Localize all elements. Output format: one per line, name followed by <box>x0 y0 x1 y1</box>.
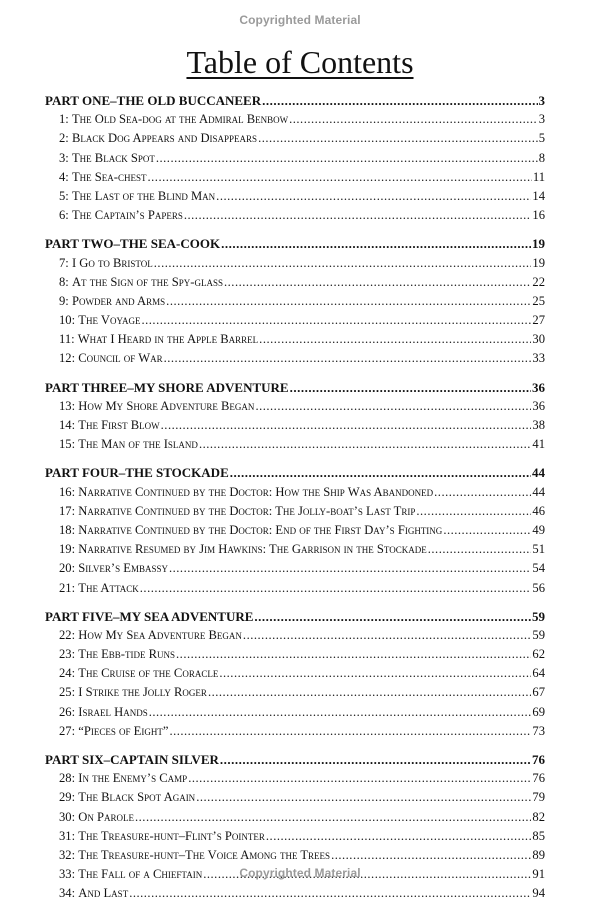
leader-dots <box>156 149 538 168</box>
chapter-entry[interactable] <box>45 397 545 416</box>
leader-dots <box>169 559 531 578</box>
chapter-entry[interactable] <box>45 168 545 187</box>
part-heading[interactable] <box>45 750 545 769</box>
chapter-title: The Treasure-hunt–The Voice Among the Trees <box>78 847 331 862</box>
chapter-number: 32: <box>59 847 76 862</box>
page-number: 33 <box>532 351 545 366</box>
chapter-entry[interactable] <box>45 722 545 741</box>
part-heading[interactable] <box>45 378 545 397</box>
page-number: 79 <box>532 790 545 805</box>
leader-dots <box>140 579 532 598</box>
chapter-number: 6: <box>59 208 69 223</box>
chapter-entry[interactable] <box>45 110 545 129</box>
leader-dots <box>208 683 531 702</box>
leader-dots <box>149 703 532 722</box>
chapter-title: Powder and Arms <box>71 293 166 308</box>
leader-dots <box>176 645 531 664</box>
chapter-entry[interactable] <box>45 808 545 827</box>
page-number: 54 <box>532 561 545 576</box>
page-number: 73 <box>532 723 545 738</box>
chapter-entry[interactable] <box>45 502 545 521</box>
chapter-number: 11: <box>59 332 75 347</box>
leader-dots <box>221 234 531 253</box>
chapter-entry[interactable] <box>45 292 545 311</box>
chapter-entry[interactable] <box>45 435 545 454</box>
page-number: 16 <box>532 208 545 223</box>
part-title: PART SIX–CAPTAIN SILVER <box>45 752 219 767</box>
chapter-title: The Old Sea-dog at the Admiral Benbow <box>71 112 289 127</box>
chapter-number: 10: <box>59 313 76 328</box>
chapter-entry[interactable] <box>45 664 545 683</box>
chapter-number: 2: <box>59 131 69 146</box>
leader-dots <box>219 664 531 683</box>
part-title: PART ONE–THE OLD BUCCANEER <box>45 93 262 108</box>
chapter-number: 3: <box>59 150 69 165</box>
leader-dots <box>135 808 531 827</box>
chapter-number: 8: <box>59 274 69 289</box>
chapter-entry[interactable] <box>45 273 545 292</box>
leader-dots <box>161 416 532 435</box>
chapter-title: The Attack <box>78 580 139 595</box>
chapter-number: 19: <box>59 542 76 557</box>
leader-dots <box>443 521 531 540</box>
chapter-entry[interactable] <box>45 521 545 540</box>
chapter-entry[interactable] <box>45 884 545 903</box>
leader-dots <box>148 168 532 187</box>
page-number: 94 <box>532 886 545 901</box>
page-number: 46 <box>532 503 545 518</box>
page-number: 19 <box>532 255 545 270</box>
chapter-title: How My Shore Adventure Began <box>78 398 255 413</box>
chapter-number: 9: <box>59 293 69 308</box>
page-number: 51 <box>532 542 545 557</box>
chapter-entry[interactable] <box>45 827 545 846</box>
leader-dots <box>258 129 538 148</box>
page-number: 5 <box>538 131 545 146</box>
chapter-entry[interactable] <box>45 206 545 225</box>
chapter-number: 29: <box>59 790 76 805</box>
watermark-top: Copyrighted Material <box>239 13 361 27</box>
chapter-title: I Strike the Jolly Roger <box>78 685 207 700</box>
leader-dots <box>188 769 531 788</box>
leader-dots <box>289 110 538 129</box>
chapter-entry[interactable] <box>45 788 545 807</box>
part-heading[interactable] <box>45 463 545 482</box>
part-section <box>45 607 545 741</box>
leader-dots <box>184 206 532 225</box>
leader-dots <box>129 884 531 903</box>
chapter-entry[interactable] <box>45 129 545 148</box>
chapter-title: The Sea-chest <box>71 169 147 184</box>
chapter-title: The Black Spot <box>71 150 155 165</box>
chapter-number: 27: <box>59 723 76 738</box>
part-section <box>45 378 545 455</box>
chapter-entry[interactable] <box>45 349 545 368</box>
page-number: 36 <box>532 398 545 413</box>
chapter-entry[interactable] <box>45 769 545 788</box>
chapter-title: The Treasure-hunt–Flint’s Pointer <box>78 828 265 843</box>
part-section <box>45 234 545 368</box>
page-number: 25 <box>532 293 545 308</box>
chapter-title: The Captain’s Papers <box>71 208 183 223</box>
watermark-bottom: Copyrighted Material <box>239 866 361 880</box>
page-number: 27 <box>532 313 545 328</box>
chapter-number: 18: <box>59 522 76 537</box>
chapter-title: Narrative Continued by the Doctor: The Jolly-boat’s Last Trip <box>78 503 416 518</box>
page-number: 59 <box>532 608 545 624</box>
chapter-number: 33: <box>59 867 76 882</box>
leader-dots <box>416 502 531 521</box>
chapter-title: I Go to Bristol <box>71 255 153 270</box>
page-number: 62 <box>532 647 545 662</box>
page-number: 69 <box>532 704 545 719</box>
chapter-entry[interactable] <box>45 149 545 168</box>
part-heading[interactable] <box>45 91 545 110</box>
leader-dots <box>216 187 531 206</box>
leader-dots <box>166 292 531 311</box>
page-number: 82 <box>532 809 545 824</box>
leader-dots <box>262 91 537 110</box>
page-number: 36 <box>532 379 545 395</box>
chapter-title: Narrative Continued by the Doctor: How the Ship Was Abandoned <box>78 484 434 499</box>
chapter-title: The Voyage <box>78 313 141 328</box>
chapter-number: 14: <box>59 418 76 432</box>
chapter-number: 31: <box>59 828 76 843</box>
part-heading[interactable] <box>45 234 545 253</box>
chapter-title: The Black Spot Again <box>78 790 196 805</box>
chapter-entry[interactable] <box>45 626 545 645</box>
chapter-number: 1: <box>59 112 69 127</box>
page-number: 19 <box>532 236 545 252</box>
page-number: 11 <box>532 169 545 184</box>
chapter-title: The Cruise of the Coracle <box>78 666 219 681</box>
part-heading[interactable] <box>45 607 545 626</box>
part-section <box>45 91 545 225</box>
chapter-number: 21: <box>59 580 76 595</box>
chapter-number: 25: <box>59 685 76 700</box>
page-number: 67 <box>532 685 545 700</box>
chapter-number: 15: <box>59 437 76 452</box>
page-number: 3 <box>538 112 545 127</box>
leader-dots <box>154 254 532 273</box>
chapter-entry[interactable] <box>45 416 545 435</box>
chapter-number: 5: <box>59 188 69 203</box>
part-section <box>45 750 545 904</box>
page-number: 64 <box>532 666 545 681</box>
chapter-number: 13: <box>59 398 76 413</box>
chapter-title: “Pieces of Eight” <box>78 723 169 738</box>
chapter-entry[interactable] <box>45 330 545 349</box>
chapter-entry[interactable] <box>45 483 545 502</box>
page-number: 38 <box>532 418 545 432</box>
page-number: 44 <box>532 465 545 481</box>
leader-dots <box>428 540 532 559</box>
chapter-title: And Last <box>78 886 129 901</box>
chapter-entry[interactable] <box>45 645 545 664</box>
leader-dots <box>230 463 531 482</box>
leader-dots <box>224 273 531 292</box>
leader-dots <box>220 750 531 769</box>
chapter-title: On Parole <box>78 809 134 824</box>
chapter-entry[interactable] <box>45 579 545 598</box>
leader-dots <box>290 378 531 397</box>
chapter-title: The Last of the Blind Man <box>71 188 216 203</box>
leader-dots <box>255 397 531 416</box>
chapter-entry[interactable] <box>45 311 545 330</box>
chapter-title: The Ebb-tide Runs <box>78 647 176 662</box>
leader-dots <box>196 788 531 807</box>
page-number: 41 <box>532 437 545 452</box>
leader-dots <box>254 607 531 626</box>
chapter-title: The First Blow <box>78 418 160 432</box>
part-title: PART FIVE–MY SEA ADVENTURE <box>45 608 254 624</box>
chapter-entry[interactable] <box>45 703 545 722</box>
chapter-number: 20: <box>59 561 76 576</box>
chapter-number: 23: <box>59 647 76 662</box>
page-number: 56 <box>532 580 545 595</box>
part-title: PART THREE–MY SHORE ADVENTURE <box>45 379 289 395</box>
chapter-number: 34: <box>59 886 76 901</box>
page-number: 14 <box>532 188 545 203</box>
chapter-title: Israel Hands <box>78 704 148 719</box>
chapter-title: What I Heard in the Apple Barrel <box>77 332 259 347</box>
chapter-number: 30: <box>59 809 76 824</box>
chapter-number: 24: <box>59 666 76 681</box>
chapter-entry[interactable] <box>45 540 545 559</box>
chapter-entry[interactable] <box>45 846 545 865</box>
chapter-number: 4: <box>59 169 69 184</box>
leader-dots <box>266 827 532 846</box>
chapter-number: 16: <box>59 484 76 499</box>
page-number: 76 <box>532 752 545 767</box>
chapter-title: The Man of the Island <box>78 437 198 452</box>
leader-dots <box>243 626 531 645</box>
leader-dots <box>199 435 531 454</box>
table-of-contents <box>45 91 545 913</box>
page-number: 22 <box>532 274 545 289</box>
page-number: 8 <box>538 150 545 165</box>
chapter-number: 22: <box>59 627 76 642</box>
leader-dots <box>141 311 531 330</box>
leader-dots <box>164 349 532 368</box>
page-number: 59 <box>532 627 545 642</box>
chapter-entry[interactable] <box>45 559 545 578</box>
page-number: 76 <box>532 771 545 786</box>
chapter-entry[interactable] <box>45 683 545 702</box>
leader-dots <box>169 722 531 741</box>
page-number: 49 <box>532 522 545 537</box>
page-title: Table of Contents <box>186 44 414 80</box>
chapter-title: In the Enemy’s Camp <box>78 771 188 786</box>
chapter-title: The Fall of a Chieftain <box>78 867 203 882</box>
chapter-title: Council of War <box>78 351 163 366</box>
leader-dots <box>434 483 531 502</box>
chapter-title: Silver’s Embassy <box>78 561 168 576</box>
part-title: PART TWO–THE SEA-COOK <box>45 236 221 252</box>
page-number: 89 <box>532 847 545 862</box>
chapter-number: 28: <box>59 771 76 786</box>
chapter-number: 26: <box>59 704 76 719</box>
page-number: 85 <box>532 828 545 843</box>
chapter-entry[interactable] <box>45 254 545 273</box>
chapter-title: At the Sign of the Spy-glass <box>71 274 223 289</box>
page-number: 91 <box>532 867 545 882</box>
chapter-entry[interactable] <box>45 187 545 206</box>
chapter-number: 7: <box>59 255 69 270</box>
chapter-title: Narrative Resumed by Jim Hawkins: The Garrison in the Stockade <box>78 542 427 557</box>
page-number: 3 <box>538 93 545 108</box>
part-section <box>45 463 545 597</box>
leader-dots <box>331 846 531 865</box>
chapter-title: Narrative Continued by the Doctor: End of the First Day’s Fighting <box>78 522 443 537</box>
chapter-title: Black Dog Appears and Disappears <box>71 131 258 146</box>
chapter-title: How My Sea Adventure Began <box>78 627 242 642</box>
page-number: 44 <box>532 484 545 499</box>
page-number: 30 <box>532 332 545 347</box>
chapter-number: 17: <box>59 503 76 518</box>
leader-dots <box>259 330 531 349</box>
chapter-number: 12: <box>59 351 76 366</box>
part-title: PART FOUR–THE STOCKADE <box>45 465 229 481</box>
